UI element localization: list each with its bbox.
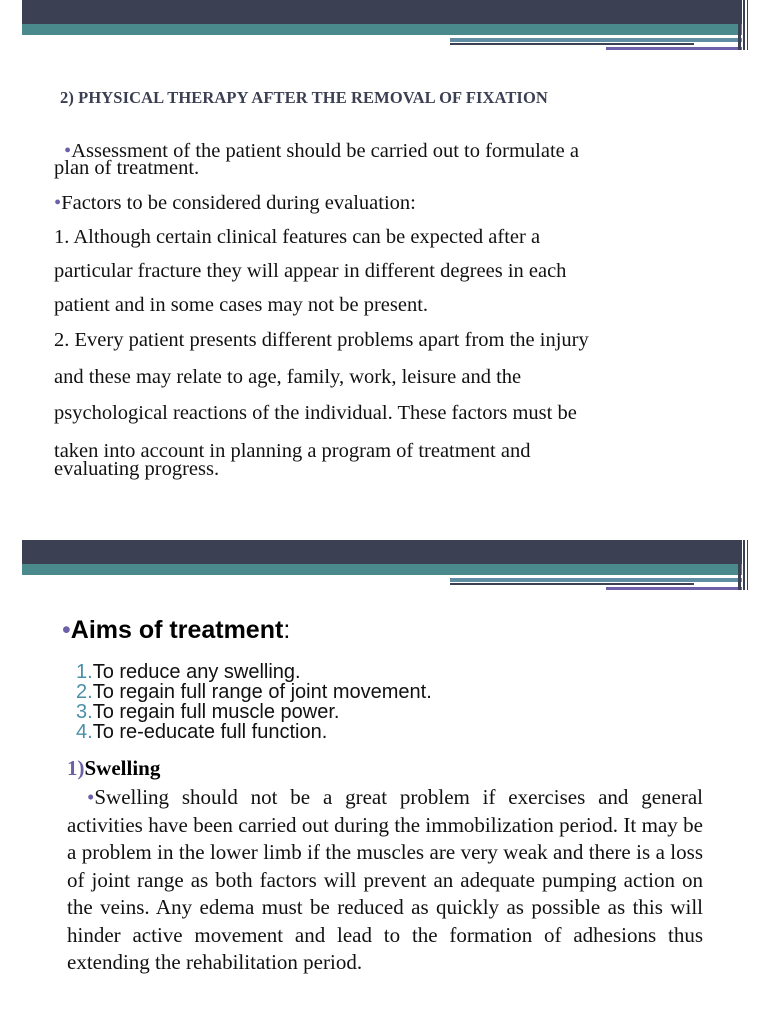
body-line: plan of treatment.: [54, 157, 200, 179]
list-item: 3.To regain full muscle power.: [76, 701, 340, 723]
body-line: patient and in some cases may not be present.: [54, 294, 429, 316]
body-line: particular fracture they will appear in different degrees in each: [54, 260, 567, 282]
list-item: 4.To re-educate full function.: [76, 721, 328, 743]
list-item: 2.To regain full range of joint movement.: [76, 681, 432, 703]
body-line: 2. Every patient presents different problems apart from the injury: [54, 329, 589, 351]
section-subheading: 1)Swelling: [67, 756, 161, 780]
aims-heading: •Aims of treatment:: [62, 616, 291, 644]
body-line: and these may relate to age, family, work, leisure and the: [54, 366, 522, 388]
bullet-icon: •: [64, 140, 72, 162]
bullet-icon: •: [87, 785, 95, 809]
body-line: •Factors to be considered during evaluation:: [54, 192, 416, 214]
swelling-paragraph: •Swelling should not be a great problem if exercises and general activities have been carried out during the immobilization period. It may be a problem in the lower limb if the muscles are very weak and there is a loss of joint range as both factors will prevent an adequate pumping action on the veins. Any edema must be reduced as quickly as possible as this will hinder active movement and lead to the formation of adhesions thus extending the rehabilitation period.: [67, 785, 703, 974]
aims-list: [76, 662, 432, 742]
bullet-icon: •: [54, 192, 62, 214]
body-line: 1. Although certain clinical features can be expected after a: [54, 226, 541, 248]
bullet-icon: •: [62, 616, 71, 644]
list-item: 1.To reduce any swelling.: [76, 661, 301, 683]
slide-header-banner: [22, 540, 748, 600]
body-line: taken into account in planning a program of treatment and: [54, 440, 531, 462]
slide-2: [0, 540, 768, 1024]
body-line: psychological reactions of the individual. These factors must be: [54, 402, 577, 424]
slide-title: 2) PHYSICAL THERAPY AFTER THE REMOVAL OF FIXATION: [60, 88, 548, 107]
body-line: •Assessment of the patient should be carried out to formulate a: [64, 140, 579, 162]
slide-header-banner: [22, 0, 748, 60]
body-line: evaluating progress.: [54, 458, 220, 480]
